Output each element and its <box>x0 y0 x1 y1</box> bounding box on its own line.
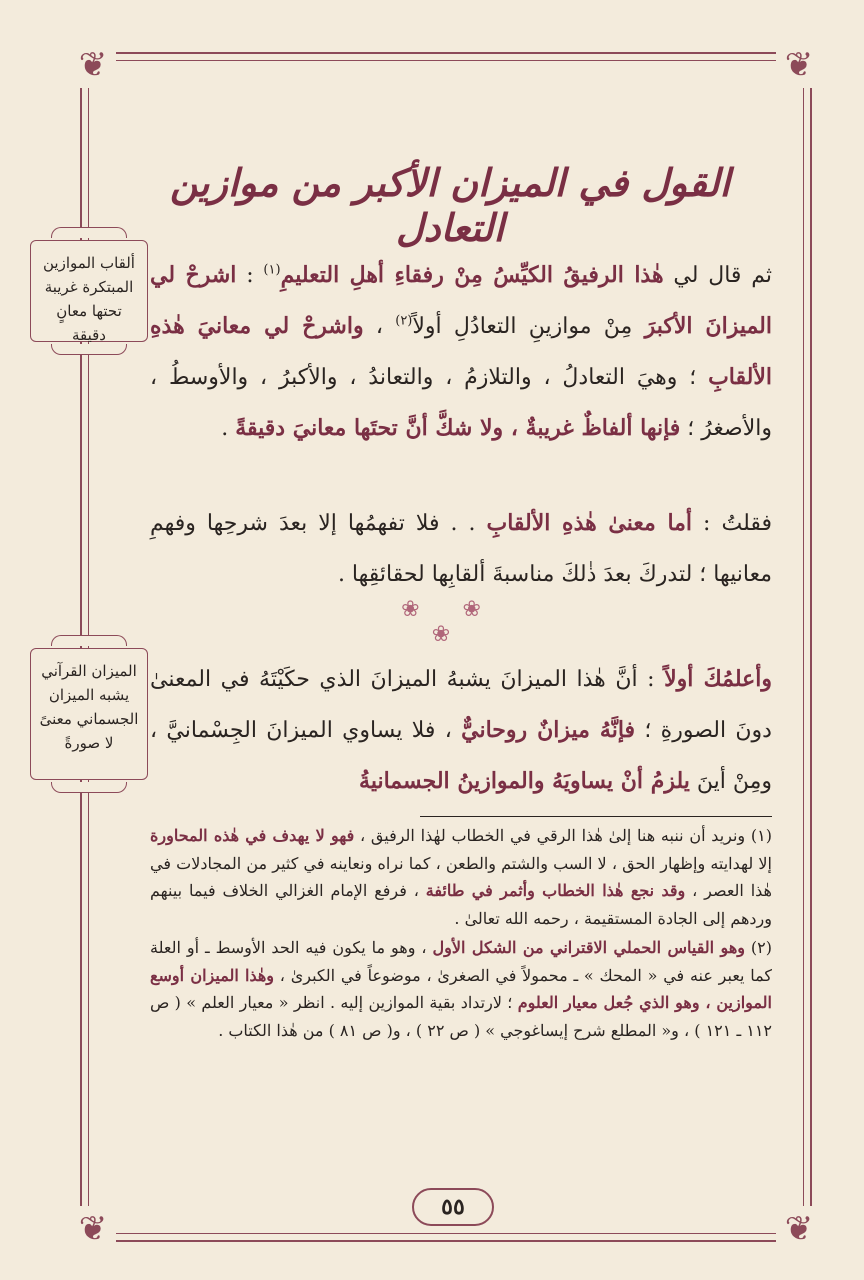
highlighted-text: اشرحْ لي الميزانَ الأكبرَ <box>150 262 773 339</box>
corner-ornament-icon: ❦ <box>776 42 822 88</box>
highlighted-text: وهٰذا الميزان أوسع الموازين ، وهو الذي جُعل معيار العلوم <box>150 965 772 1012</box>
text-span: ، وهو ما يكون فيه الحد الأوسط ـ أو العلة كما يعبر عنه في « المحك » ـ محمولاً في الصغرىٰ ، موضوعاً في الكبرىٰ ، <box>150 938 772 985</box>
text-span: . <box>221 416 236 441</box>
paragraph <box>150 498 772 600</box>
highlighted-text: فهو لا يهدف في هٰذه المحاورة <box>150 826 355 845</box>
text-span: فقلتُ : <box>692 511 772 536</box>
page-number: ٥٥ <box>412 1188 494 1226</box>
footnote <box>150 822 772 932</box>
footnote-separator <box>420 816 772 817</box>
footnote-marker[interactable]: (٢) <box>395 313 413 329</box>
text-span: ، فلا يساوي الميزانَ الجِسْمانيَّ ، ومِنْ أينَ <box>150 718 772 794</box>
text-span: ، <box>363 314 396 339</box>
footnote <box>150 934 772 1044</box>
page-title: القول في الميزان الأكبر من موازين التعادل <box>169 160 731 250</box>
text-span: ثم قال لي <box>663 263 772 288</box>
highlighted-text: وقد نجع هٰذا الخطاب وأثمر في طائفة <box>425 881 686 900</box>
highlighted-text: فإنها ألفاظٌ غريبةٌ ، ولا شكَّ أنَّ تحتَها معانيَ دقيقةً <box>235 415 681 441</box>
text-span: (٢) <box>744 938 773 957</box>
highlighted-text: فإنَّهُ ميزانٌ روحانيٌّ <box>461 717 636 743</box>
margin-note: ألقاب الموازين المبتكرة غريبة تحتها معانٍ دقيقة <box>30 240 148 342</box>
highlighted-text: هٰذا الرفيقُ الكيِّسُ مِنْ رفقاءِ أهلِ التعليمِ <box>280 262 664 288</box>
section-divider-ornament: ❀ ❀ ❀ <box>401 597 499 647</box>
highlighted-text: وأعلمُكَ أولاً <box>664 666 772 692</box>
corner-ornament-icon: ❦ <box>70 1206 116 1252</box>
highlighted-text: واشرحْ لي معانيَ هٰذهِ الألقابِ <box>150 313 772 390</box>
paragraph <box>150 654 772 807</box>
text-span: ؛ لارتداد بقية الموازين إليه . انظر « معيار العلم » ( ص ١١٢ ـ ١٢١ ) ، و« المطلع شرح إيساغوجي » ( ص ٢٢ ) ، و( ص ٨١ ) من هٰذا الكتاب . <box>150 993 772 1040</box>
text-span: : <box>236 263 264 288</box>
text-span: ، فرفع الإمام الغزالي الخلاف فيما بينهم وردهم إلى الجادة المستقيمة ، رحمه الله تعالىٰ . <box>150 881 772 928</box>
text-span: مِنْ موازينِ التعادُلِ أولاً <box>412 314 645 339</box>
text-span: ؛ وهيَ التعادلُ ، والتلازمُ ، والتعاندُ ، والأكبرُ ، والأوسطُ ، والأصغرُ ؛ <box>150 365 772 441</box>
paragraph <box>150 250 772 454</box>
highlighted-text: وهو القياس الحملي الاقتراني من الشكل الأول <box>432 938 745 957</box>
corner-ornament-icon: ❦ <box>776 1206 822 1252</box>
highlighted-text: يلزمُ أنْ يساويَهُ والموازينُ الجسمانيةُ <box>359 768 690 794</box>
highlighted-text: أما معنىٰ هٰذهِ الألقابِ <box>486 510 693 536</box>
footnote-marker[interactable]: (١) <box>263 262 281 278</box>
text-span: (١) ونريد أن ننبه هنا إلىٰ هٰذا الرقي في الخطاب لهٰذا الرفيق ، <box>354 826 773 845</box>
margin-note: الميزان القرآني يشبه الميزان الجسماني معنىً لا صورةً <box>30 648 148 780</box>
footnotes <box>150 822 772 1046</box>
text-span: . . فلا تفهمُها إلا بعدَ شرحِها وفهمِ معانيها ؛ لتدركَ بعدَ ذٰلكَ مناسبةَ ألقابِها لحقائقِها . <box>150 511 772 587</box>
corner-ornament-icon: ❦ <box>70 42 116 88</box>
text-span: : أنَّ هٰذا الميزانَ يشبهُ الميزانَ الذي حكَيْتَهُ في المعنىٰ دونَ الصورةِ ؛ <box>150 667 772 743</box>
text-span: إلا لهدايته وإظهار الحق ، لا السب والشتم والطعن ، كما نراه ونعاينه في كثير من المجادلات في هٰذا العصر ، <box>150 853 772 900</box>
